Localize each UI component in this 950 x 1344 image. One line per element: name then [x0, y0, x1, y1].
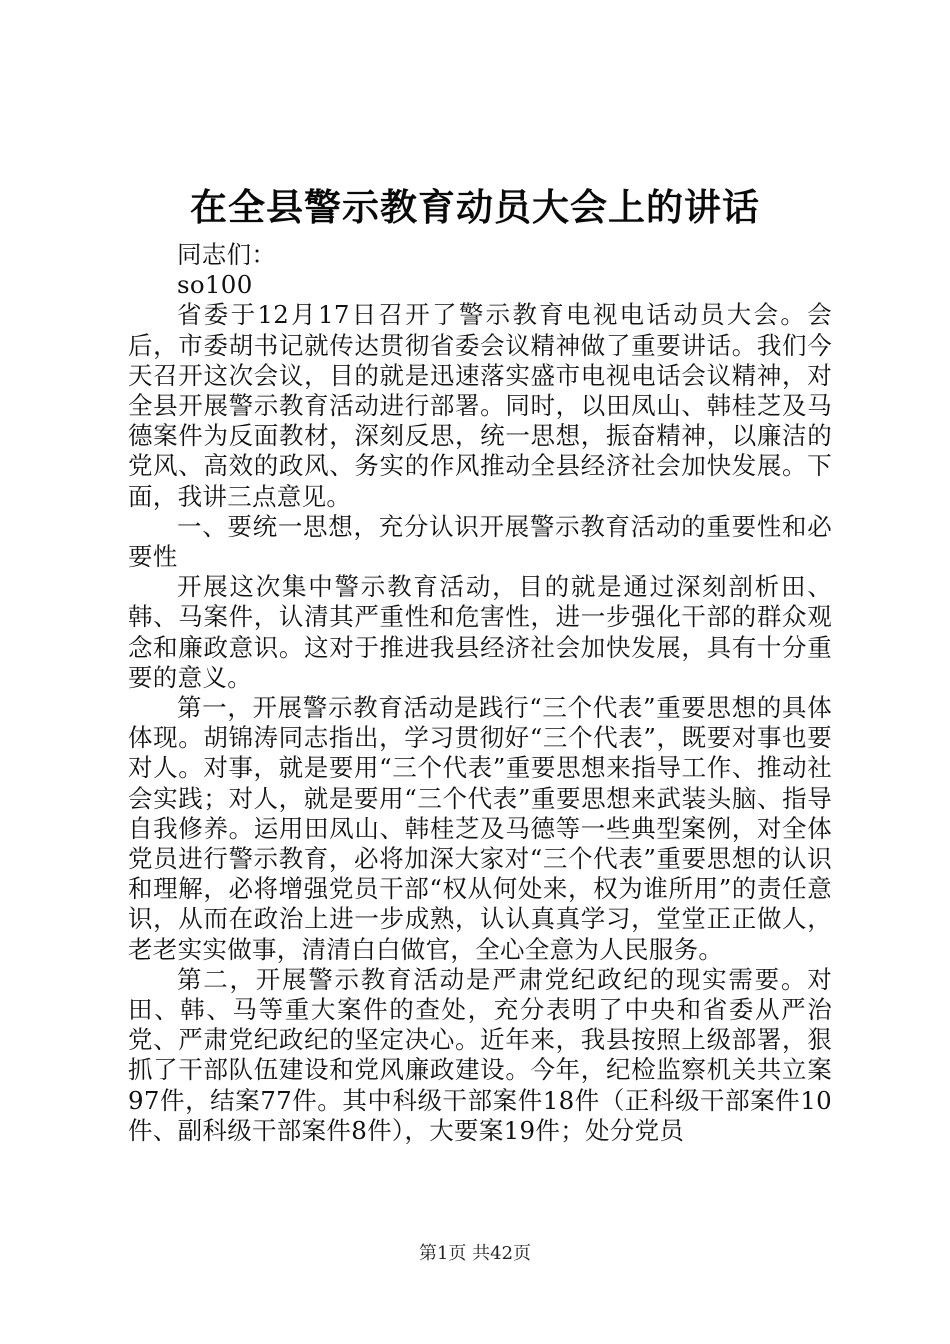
paragraph: 开展这次集中警示教育活动，目的就是通过深刻剖析田、韩、马案件，认清其严重性和危害性，进一步强化干部的群众观念和廉政意识。这对于推进我县经济社会加快发展，具有十分重要的意义。	[128, 572, 832, 692]
paragraph: 第二，开展警示教育活动是严肃党纪政纪的现实需要。对田、韩、马等重大案件的查处，充分表明了中央和省委从严治党、严肃党纪政纪的坚定决心。近年来，我县按照上级部署，狠抓了干部队伍建设和党风廉政建设。今年，纪检监察机关共立案97件，结案77件。其中科级干部案件18件（正科级干部案件10件、副科级干部案件8件），大要案19件；处分党员	[128, 964, 832, 1145]
document-title: 在全县警示教育动员大会上的讲话	[190, 186, 760, 229]
paragraph: 省委于12月17日召开了警示教育电视电话动员大会。会后，市委胡书记就传达贯彻省委会议精神做了重要讲话。我们今天召开这次会议，目的就是迅速落实盛市电视电话会议精神，对全县开展警示教育活动进行部署。同时，以田凤山、韩桂芝及马德案件为反面教材，深刻反思，统一思想，振奋精神，以廉洁的党风、高效的政风、务实的作风推动全县经济社会加快发展。下面，我讲三点意见。	[128, 300, 832, 511]
page-number: 第1页 共42页	[418, 1243, 532, 1264]
salutation: 同志们：	[177, 240, 277, 269]
paragraph: 第一，开展警示教育活动是践行“三个代表”重要思想的具体体现。胡锦涛同志指出，学习贯彻好“三个代表”，既要对事也要对人。对事，就是要用“三个代表”重要思想来指导工作、推动社会实践；对人，就是要用“三个代表”重要思想来武装头脑、指导自我修养。运用田凤山、韩桂芝及马德等一些典型案例，对全体党员进行警示教育，必将加深大家对“三个代表”重要思想的认识和理解，必将增强党员干部“权从何处来，权为谁所用”的责任意识，从而在政治上进一步成熟，认认真真学习，堂堂正正做人，老老实实做事，清清白白做官，全心全意为人民服务。	[128, 693, 832, 964]
paragraph: so100	[177, 270, 253, 300]
document-body	[128, 240, 832, 1146]
section-heading: 一、要统一思想，充分认识开展警示教育活动的重要性和必要性	[128, 511, 832, 572]
